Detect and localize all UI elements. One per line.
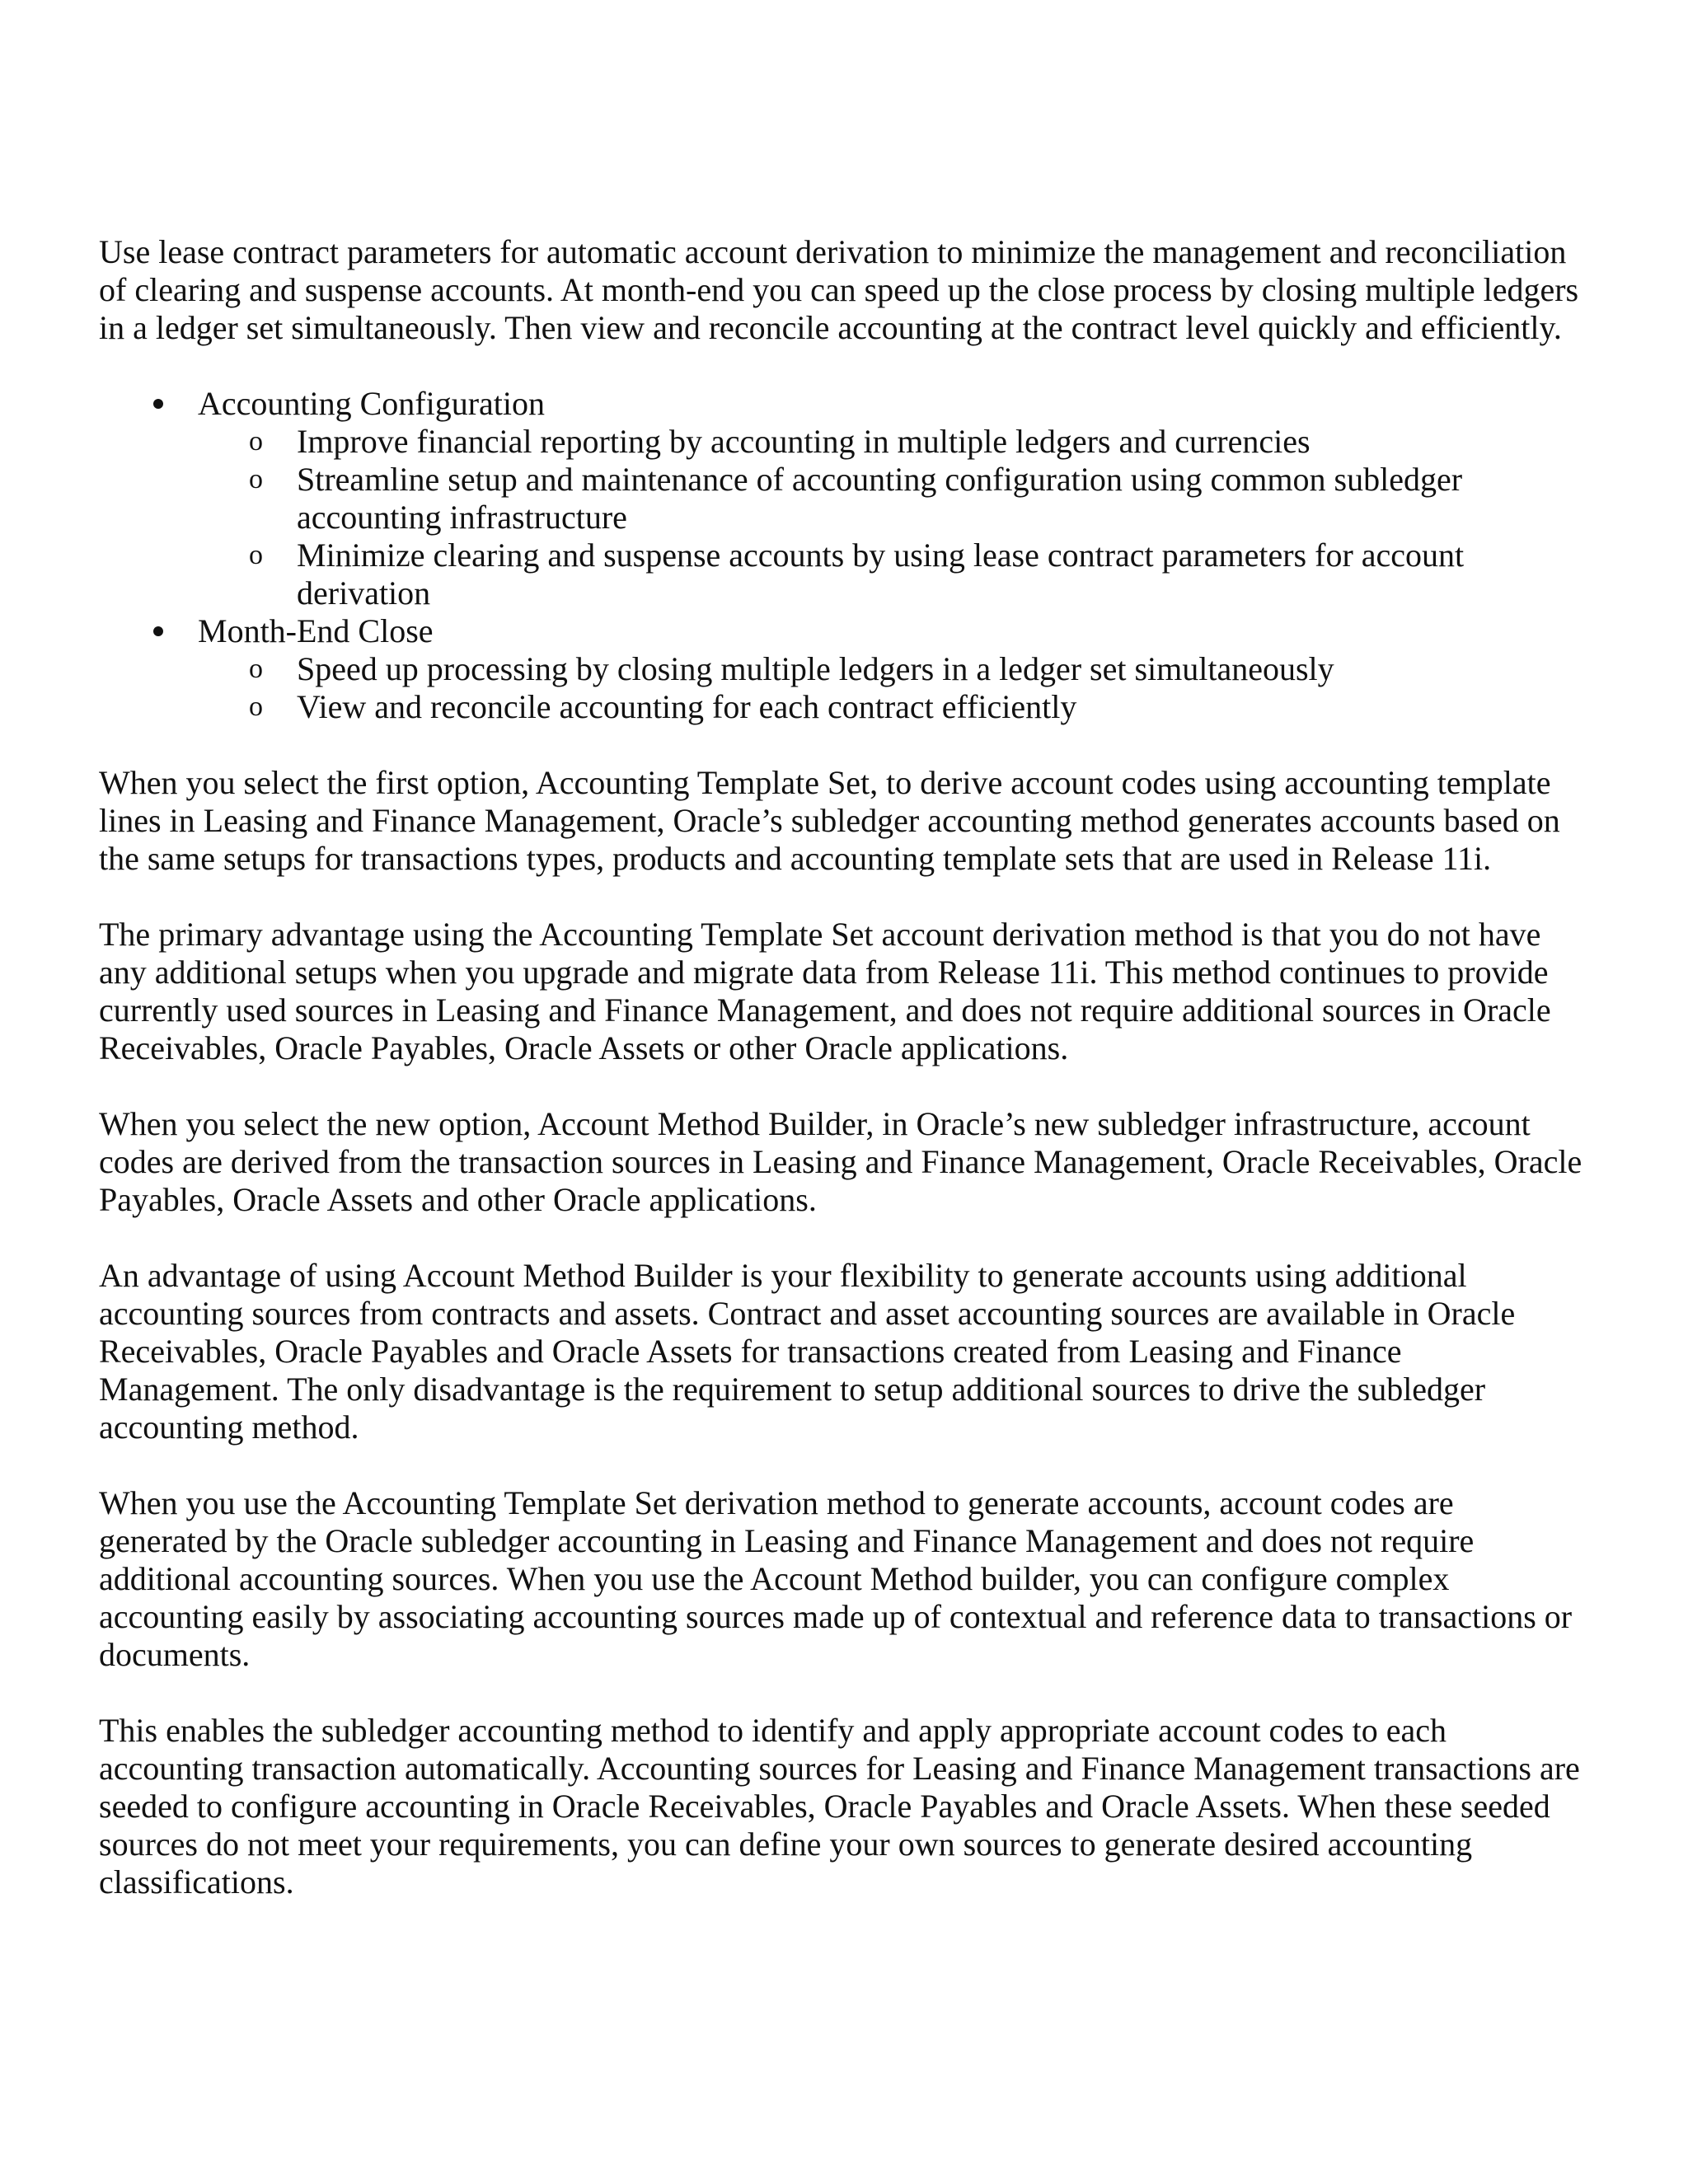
circle-bullet-icon: o: [249, 426, 263, 457]
method-builder-option-paragraph: When you select the new option, Account Method Builder, in Oracle’s new subledger infrastructure, account codes are derived from the transaction sources in Leasing and Finance Management, Oracle Receivables, Oracle Payables, Oracle Assets and other Oracle applications.: [99, 1105, 1582, 1218]
sub-list-item: [198, 650, 1582, 688]
circle-bullet-icon: o: [249, 654, 263, 684]
bullet-icon: [153, 399, 163, 409]
comparison-paragraph: When you use the Accounting Template Set derivation method to generate accounts, account codes are generated by the Oracle subledger accounting in Leasing and Finance Management and does not require additional accounting sources. When you use the Account Method builder, you can configure complex accounting easily by associating accounting sources made up of contextual and reference data to transactions or documents.: [99, 1484, 1573, 1673]
sub-list: [198, 650, 1582, 726]
sub-list-item-text: Streamline setup and maintenance of accounting configuration using common subledger accounting infrastructure: [297, 461, 1463, 536]
list-item-label: Month-End Close: [198, 612, 434, 649]
list-item: [99, 612, 1582, 726]
sub-list-item: [198, 423, 1582, 461]
bullet-icon: [153, 626, 163, 636]
sub-list-item: [198, 461, 1582, 537]
template-set-option-paragraph: When you select the first option, Accounting Template Set, to derive account codes using accounting template lines in Leasing and Finance Management, Oracle’s subledger accounting method generates accounts based on the same setups for transactions types, products and accounting template sets that are used in Release 11i.: [99, 764, 1560, 877]
feature-list: [99, 385, 1582, 726]
sub-list-item: [198, 537, 1582, 612]
sub-list: [198, 423, 1582, 612]
circle-bullet-icon: o: [249, 691, 263, 722]
sub-list-item-text: Minimize clearing and suspense accounts by using lease contract parameters for account derivation: [297, 537, 1465, 612]
sub-list-item-text: View and reconcile accounting for each contract efficiently: [297, 688, 1077, 725]
sub-list-item: [198, 688, 1582, 726]
template-set-advantage-paragraph: The primary advantage using the Accounting Template Set account derivation method is that you do not have any additional setups when you upgrade and migrate data from Release 11i. This method continues to provide currently used sources in Leasing and Finance Management, and does not require additional sources in Oracle Receivables, Oracle Payables, Oracle Assets or other Oracle applications.: [99, 916, 1551, 1066]
sub-list-item-text: Improve financial reporting by accounting in multiple ledgers and currencies: [297, 423, 1311, 460]
method-builder-advantage-paragraph: An advantage of using Account Method Builder is your flexibility to generate accounts using additional accounting sources from contracts and assets. Contract and asset accounting sources are available in Oracle Receivables, Oracle Payables and Oracle Assets for transactions created from Leasing and Finance Management. The only disadvantage is the requirement to setup additional sources to drive the subledger accounting method.: [99, 1257, 1516, 1446]
circle-bullet-icon: o: [249, 540, 263, 570]
sub-list-item-text: Speed up processing by closing multiple ledgers in a ledger set simultaneously: [297, 650, 1334, 687]
sources-paragraph: This enables the subledger accounting method to identify and apply appropriate account codes to each accounting transaction automatically. Accounting sources for Leasing and Finance Management transactions are seeded to configure accounting in Oracle Receivables, Oracle Payables and Oracle Assets. When these seeded sources do not meet your requirements, you can define your own sources to generate desired accounting classifications.: [99, 1712, 1580, 1900]
document-page: [99, 233, 1582, 1939]
list-item-label: Accounting Configuration: [198, 385, 546, 422]
circle-bullet-icon: o: [249, 464, 263, 494]
list-item: [99, 385, 1582, 612]
intro-paragraph: Use lease contract parameters for automatic account derivation to minimize the management and reconciliation of clearing and suspense accounts. At month-end you can speed up the close process by closing multiple ledgers in a ledger set simultaneously. Then view and reconcile accounting at the contract level quickly and efficiently.: [99, 233, 1579, 346]
